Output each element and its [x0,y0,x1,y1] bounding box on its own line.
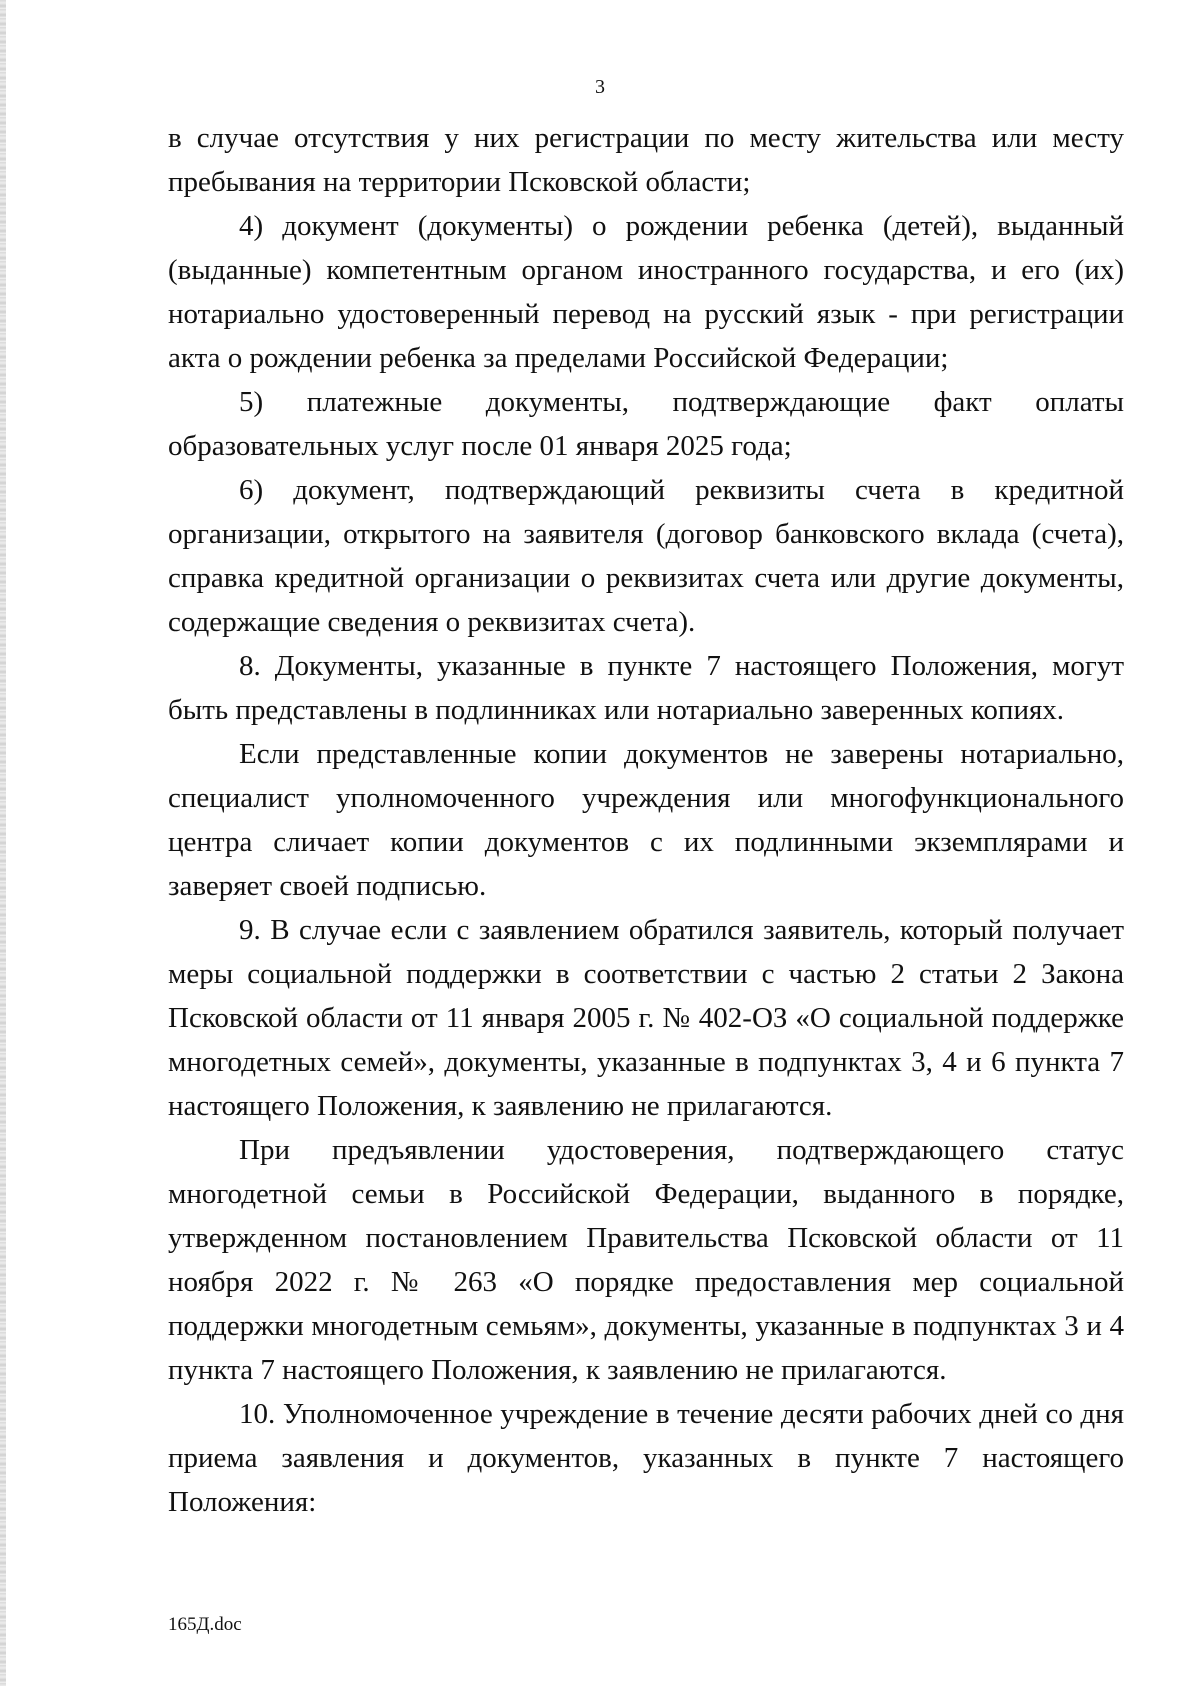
paragraph-item-4: 4) документ (документы) о рождении ребенка (детей), выданный (выданные) компетентным органом иностранного государства, и его (их) нотариально удостоверенный перевод на русский язык - при регистрации акта о рождении ребенка за пределами Российской Федерации; [168,210,1124,374]
paragraph-item-6: 6) документ, подтверждающий реквизиты счета в кредитной организации, открытого на заявителя (договор банковского вклада (счета), справка кредитной организации о реквизитах счета или другие документы, содержащие сведения о реквизитах счета). [168,474,1124,638]
footer-filename: 165Д.doc [168,1614,242,1635]
paragraph-clause-9: 9. В случае если с заявлением обратился заявитель, который получает меры социальной поддержки в соответствии с частью 2 статьи 2 Закона Псковской области от 11 января 2005 г. № 402-ОЗ «О социальной поддержке многодетных семей», документы, указанные в подпунктах 3, 4 и 6 пункта 7 настоящего Положения, к заявлению не прилагаются. [168,914,1124,1122]
paragraph-clause-8: 8. Документы, указанные в пункте 7 настоящего Положения, могут быть представлены в подлинниках или нотариально заверенных копиях. [168,650,1124,726]
scan-edge [0,0,6,1686]
paragraph-copies-verification: Если представленные копии документов не заверены нотариально, специалист уполномоченного учреждения или многофункционального центра сличает копии документов с их подлинными экземплярами и заверяет своей подписью. [168,738,1124,902]
page-number: 3 [595,76,605,98]
paragraph-clause-10: 10. Уполномоченное учреждение в течение десяти рабочих дней со дня приема заявления и документов, указанных в пункте 7 настоящего Положения: [168,1398,1124,1518]
paragraph-item-5: 5) платежные документы, подтверждающие факт оплаты образовательных услуг после 01 января 2025 года; [168,386,1124,462]
paragraph-continuation: в случае отсутствия у них регистрации по месту жительства или месту пребывания на территории Псковской области; [168,122,1124,198]
document-body [168,116,1124,1524]
paragraph-certificate: При предъявлении удостоверения, подтверждающего статус многодетной семьи в Российской Федерации, выданного в порядке, утвержденном постановлением Правительства Псковской области от 11 ноября 2022 г. № 263 «О порядке предоставления мер социальной поддержки многодетным семьям», документы, указанные в подпунктах 3 и 4 пункта 7 настоящего Положения, к заявлению не прилагаются. [168,1134,1124,1386]
